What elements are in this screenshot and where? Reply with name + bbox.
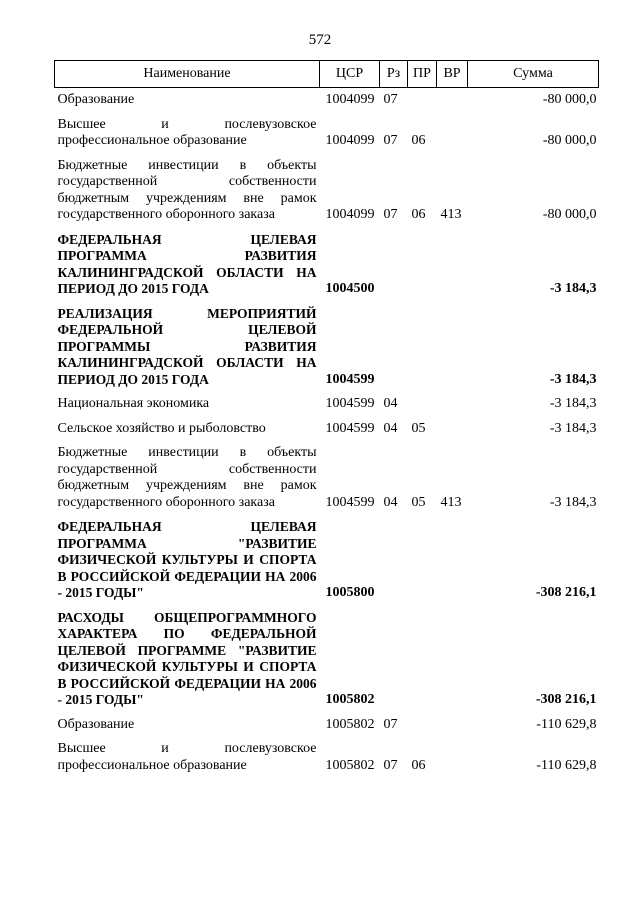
row-rz: 07 bbox=[383, 92, 398, 107]
row-vr bbox=[437, 511, 468, 602]
row-pr bbox=[408, 298, 437, 389]
row-csr: 1005800 bbox=[325, 585, 375, 600]
row-rz: 04 bbox=[383, 494, 398, 510]
row-vr bbox=[437, 602, 468, 709]
row-sum: -110 629,8 bbox=[536, 757, 597, 773]
row-pr bbox=[408, 388, 437, 413]
table-row bbox=[55, 298, 599, 389]
row-name: Сельское хозяйство и рыболовство bbox=[57, 420, 266, 436]
row-pr bbox=[408, 602, 437, 709]
row-vr bbox=[437, 109, 468, 150]
table-row bbox=[55, 88, 599, 109]
row-vr bbox=[437, 88, 468, 109]
row-vr bbox=[437, 413, 468, 438]
row-csr: 1004500 bbox=[325, 281, 375, 296]
row-rz: 07 bbox=[383, 757, 398, 773]
row-rz: 07 bbox=[383, 716, 398, 732]
column-header-pr: ПР bbox=[408, 61, 437, 88]
row-sum: -110 629,8 bbox=[536, 716, 597, 732]
row-rz bbox=[380, 298, 408, 389]
row-vr: 413 bbox=[440, 494, 462, 510]
row-pr bbox=[408, 224, 437, 298]
row-rz: 07 bbox=[383, 133, 398, 148]
row-name: Высшее и послевузовское профессиональное образование bbox=[57, 741, 317, 773]
table-row bbox=[55, 224, 599, 298]
row-pr bbox=[408, 511, 437, 602]
row-name: Образование bbox=[57, 92, 135, 107]
table-row bbox=[55, 733, 599, 774]
row-sum: -3 184,3 bbox=[549, 494, 597, 510]
row-vr bbox=[437, 388, 468, 413]
table-row bbox=[55, 602, 599, 709]
table-row bbox=[55, 109, 599, 150]
row-csr: 1004599 bbox=[325, 494, 375, 510]
row-name: Бюджетные инвестиции в объекты государственной собственности бюджетным учреждениям вне рамок государственного оборонного заказа bbox=[57, 445, 317, 510]
table-row bbox=[55, 150, 599, 224]
column-header-name: Наименование bbox=[55, 61, 320, 88]
row-pr: 06 bbox=[411, 207, 426, 222]
row-vr bbox=[437, 298, 468, 389]
row-csr: 1004099 bbox=[325, 92, 375, 107]
row-name: ФЕДЕРАЛЬНАЯ ЦЕЛЕВАЯ ПРОГРАММА РАЗВИТИЯ КАЛИНИНГРАДСКОЙ ОБЛАСТИ НА ПЕРИОД ДО 2015 ГОДА bbox=[57, 231, 317, 296]
row-sum: -3 184,3 bbox=[549, 371, 597, 387]
column-header-vr: ВР bbox=[437, 61, 468, 88]
column-header-csr: ЦСР bbox=[320, 61, 380, 88]
row-name: Высшее и послевузовское профессиональное образование bbox=[57, 116, 317, 148]
row-rz: 07 bbox=[383, 207, 398, 222]
row-sum: -3 184,3 bbox=[549, 420, 597, 436]
row-pr: 05 bbox=[411, 494, 426, 510]
row-name: РАСХОДЫ ОБЩЕПРОГРАММНОГО ХАРАКТЕРА ПО ФЕДЕРАЛЬНОЙ ЦЕЛЕВОЙ ПРОГРАММЕ "РАЗВИТИЕ ФИЗИЧЕСКОЙ КУЛЬТУРЫ И СПОРТА В РОССИЙСКОЙ ФЕДЕРАЦИИ НА 2006 - 2015 ГОДЫ" bbox=[57, 609, 317, 707]
row-csr: 1005802 bbox=[325, 757, 375, 773]
row-csr: 1004599 bbox=[325, 371, 375, 387]
row-vr bbox=[437, 733, 468, 774]
row-sum: -80 000,0 bbox=[542, 207, 597, 222]
row-sum: -308 216,1 bbox=[535, 692, 597, 707]
row-vr bbox=[437, 224, 468, 298]
column-header-sum: Сумма bbox=[468, 61, 599, 88]
row-pr bbox=[408, 88, 437, 109]
row-vr bbox=[437, 709, 468, 734]
table-row bbox=[55, 413, 599, 438]
table-row bbox=[55, 709, 599, 734]
row-pr bbox=[408, 709, 437, 734]
row-pr: 06 bbox=[411, 757, 426, 773]
row-sum: -3 184,3 bbox=[549, 396, 597, 411]
row-csr: 1004599 bbox=[325, 396, 375, 411]
table-row bbox=[55, 388, 599, 413]
budget-table bbox=[54, 60, 599, 774]
row-csr: 1004099 bbox=[325, 133, 375, 148]
page-number: 572 bbox=[308, 32, 332, 48]
row-name: Образование bbox=[57, 716, 135, 732]
row-sum: -80 000,0 bbox=[542, 133, 597, 148]
row-csr: 1005802 bbox=[325, 692, 375, 707]
row-csr: 1005802 bbox=[325, 716, 375, 732]
row-name: Национальная экономика bbox=[57, 396, 210, 411]
row-pr: 05 bbox=[411, 420, 426, 436]
row-name: ФЕДЕРАЛЬНАЯ ЦЕЛЕВАЯ ПРОГРАММА "РАЗВИТИЕ ФИЗИЧЕСКОЙ КУЛЬТУРЫ И СПОРТА В РОССИЙСКОЙ ФЕДЕРАЦИИ НА 2006 - 2015 ГОДЫ" bbox=[57, 519, 317, 600]
column-header-rz: Рз bbox=[380, 61, 408, 88]
row-rz: 04 bbox=[383, 396, 398, 411]
row-rz bbox=[380, 224, 408, 298]
table-body bbox=[55, 88, 599, 775]
table-row bbox=[55, 437, 599, 511]
row-pr: 06 bbox=[411, 133, 426, 148]
row-sum: -3 184,3 bbox=[549, 281, 597, 296]
row-csr: 1004099 bbox=[325, 207, 375, 222]
row-vr: 413 bbox=[440, 207, 462, 222]
row-sum: -308 216,1 bbox=[535, 585, 597, 600]
table-row bbox=[55, 511, 599, 602]
row-name: Бюджетные инвестиции в объекты государственной собственности бюджетным учреждениям вне рамок государственного оборонного заказа bbox=[57, 157, 317, 222]
row-sum: -80 000,0 bbox=[542, 92, 597, 107]
row-rz bbox=[380, 511, 408, 602]
row-name: РЕАЛИЗАЦИЯ МЕРОПРИЯТИЙ ФЕДЕРАЛЬНОЙ ЦЕЛЕВОЙ ПРОГРАММЫ РАЗВИТИЯ КАЛИНИНГРАДСКОЙ ОБЛАСТИ НА ПЕРИОД ДО 2015 ГОДА bbox=[57, 305, 317, 387]
table-header bbox=[55, 61, 599, 88]
row-rz: 04 bbox=[383, 420, 398, 436]
row-csr: 1004599 bbox=[325, 420, 375, 436]
row-rz bbox=[380, 602, 408, 709]
